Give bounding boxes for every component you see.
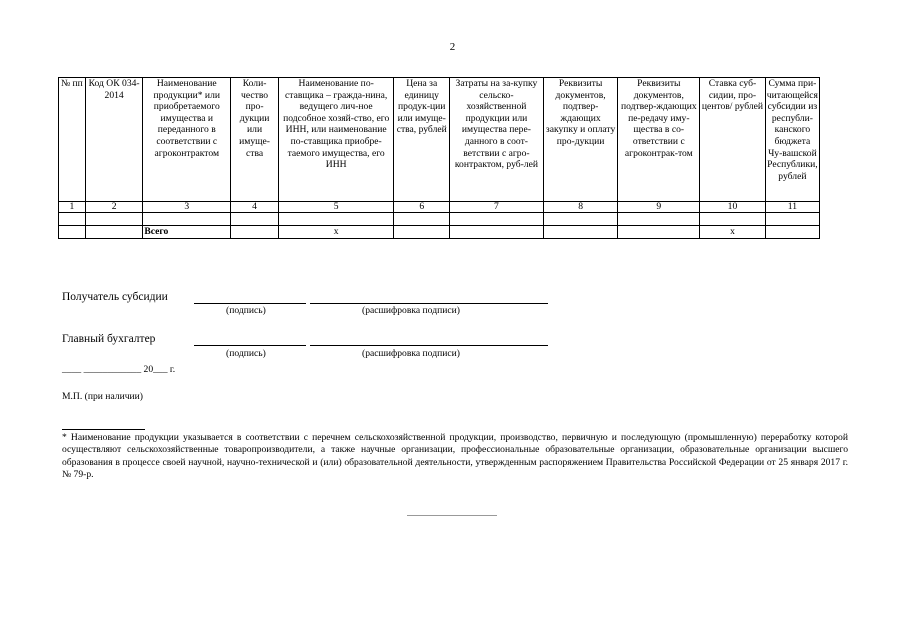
signature-caption: (подпись)	[226, 348, 266, 359]
footnote-divider	[62, 429, 145, 430]
decoding-caption: (расшифровка подписи)	[362, 305, 460, 316]
stamp-note: М.П. (при наличии)	[62, 391, 143, 402]
total-label: Всего	[143, 226, 231, 239]
column-number: 3	[143, 202, 231, 213]
table-row	[59, 213, 820, 226]
column-number: 10	[700, 202, 766, 213]
x-mark: х	[700, 226, 766, 239]
x-mark: х	[278, 226, 393, 239]
end-divider	[407, 515, 497, 516]
header-cell: Наименование продукции* или приобретаемого имущества и переданного в соответствии с агроконтрактом	[143, 78, 231, 202]
accountant-signature-line[interactable]	[194, 345, 306, 346]
signature-caption: (подпись)	[226, 305, 266, 316]
page-number: 2	[449, 41, 456, 53]
subsidy-table	[58, 77, 820, 239]
column-number: 1	[59, 202, 86, 213]
column-number: 4	[231, 202, 279, 213]
column-number: 7	[450, 202, 544, 213]
header-cell: Код ОК 034-2014	[85, 78, 143, 202]
header-cell: Цена за единицу продук-ции или имуще-ства, рублей	[394, 78, 450, 202]
column-number: 9	[618, 202, 700, 213]
column-number: 5	[278, 202, 393, 213]
header-cell: № пп	[59, 78, 86, 202]
recipient-label: Получатель субсидии	[62, 291, 168, 303]
table-header-row	[59, 78, 820, 202]
column-number: 2	[85, 202, 143, 213]
accountant-label: Главный бухгалтер	[62, 333, 156, 345]
header-cell: Сумма при-читающейся субсидии из республи-канского бюджета Чу-вашской Республики, рублей	[765, 78, 819, 202]
decoding-caption: (расшифровка подписи)	[362, 348, 460, 359]
total-row	[59, 226, 820, 239]
column-number: 6	[394, 202, 450, 213]
date-line: ____ ____________ 20___ г.	[62, 364, 176, 375]
header-cell: Наименование по-ставщика – гражда-нина, ведущего лич-ное подсобное хозяй-ство, его ИНН, или наименование по-ставщика приобре-таемого имущества, его ИНН	[278, 78, 393, 202]
header-cell: Затраты на за-купку сельско-хозяйственной продукции или имущества пере-данного в соот-ветствии с агро-контрактом, руб-лей	[450, 78, 544, 202]
column-number: 11	[765, 202, 819, 213]
footnote-text: * Наименование продукции указывается в соответствии с перечнем сельскохозяйственной продукции, производство, первичную и последующую (промышленную) переработку которой осуществляют сельскохозяйственные товаропроизводители, а также научные организации, профессиональные образовательные организации, образовательные организации высшего образования в процессе своей научной, научно-технической и (или) образовательной деятельности, утвержденным распоряжением Правительства Российской Федерации от 25 января 2017 г. № 79-р.	[62, 432, 848, 481]
recipient-signature-line[interactable]	[194, 303, 306, 304]
header-cell: Коли-чество про-дукции или имуще-ства	[231, 78, 279, 202]
header-cell: Реквизиты документов, подтвер-ждающих пе-редачу иму-щества в со-ответствии с агроконтрак-том	[618, 78, 700, 202]
column-number-row	[59, 202, 820, 213]
column-number: 8	[543, 202, 618, 213]
recipient-decoding-line[interactable]	[310, 303, 548, 304]
accountant-decoding-line[interactable]	[310, 345, 548, 346]
header-cell: Ставка суб-сидии, про-центов/ рублей	[700, 78, 766, 202]
header-cell: Реквизиты документов, подтвер-ждающих закупку и оплату про-дукции	[543, 78, 618, 202]
